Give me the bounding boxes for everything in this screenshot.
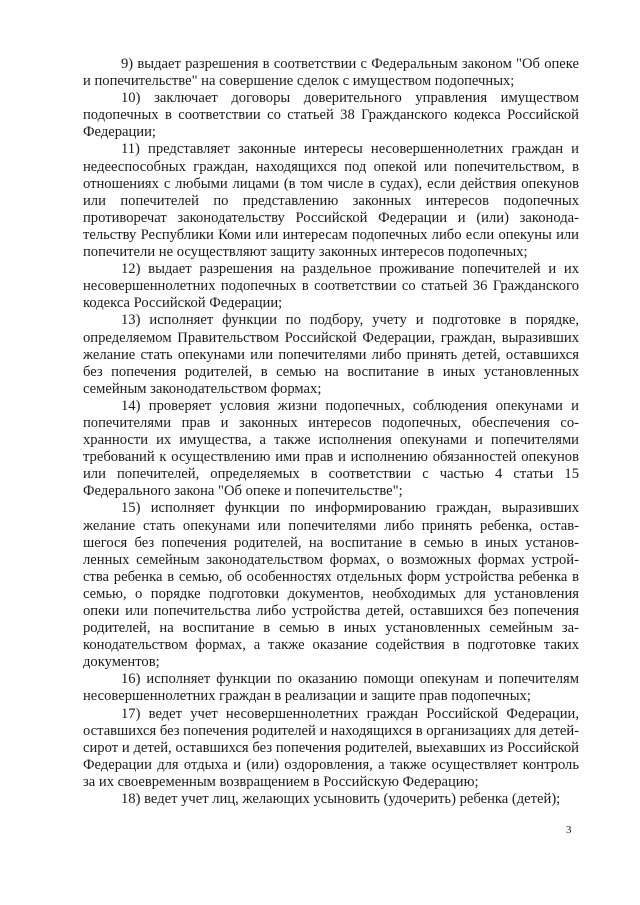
- paragraph-item-12: 12) выдает разрешения на раздельное проживание попечителей и их несовершеннолетних подопечных в соответствии со статьей 36 Гражданского кодекса Российской Федерации;: [83, 261, 579, 312]
- paragraph-item-16: 16) исполняет функции по оказанию помощи опекунам и попечителям несовершеннолетних граждан в реализации и защите прав подопечных;: [83, 671, 579, 705]
- paragraph-item-11: 11) представляет законные интересы несовершеннолетних граждан и недееспособных граждан, находящихся под опекой или попечительством, в отношениях с любыми лицами (в том числе в судах), если действия опекунов или попечителей по представлению законных интересов подопечных противоречат законодательству Российской Федерации и (или) законодательству Республики Коми или интересам подопечных либо если опекуны или попечители не осуществляют защиту законных интересов подопечных;: [83, 141, 579, 261]
- document-body: [83, 56, 579, 808]
- paragraph-item-14: 14) проверяет условия жизни подопечных, соблюдения опекунами и попечителями прав и законных интересов подопечных, обеспечения сохранности их имущества, а также исполнения опекунами и попечителями требований к осуществлению ими прав и исполнению обязанностей опекунов или попечителей, определяемых в соответствии с частью 4 статьи 15 Федерального закона "Об опеке и попечительстве";: [83, 397, 579, 500]
- page-number: 3: [566, 824, 572, 836]
- paragraph-item-13: 13) исполняет функции по подбору, учету и подготовке в порядке, определяемом Правительством Российской Федерации, граждан, выразивших желание стать опекунами или попечителями либо принять детей, оставшихся без попечения родителей, в семью на воспитание в иных установленных семейным законодательством формах;: [83, 312, 579, 397]
- paragraph-item-9: 9) выдает разрешения в соответствии с Федеральным законом "Об опеке и попечительстве" на совершение сделок с имуществом подопечных;: [83, 56, 579, 90]
- paragraph-item-10: 10) заключает договоры доверительного управления имуществом подопечных в соответствии со статьей 38 Гражданского кодекса Российской Федерации;: [83, 90, 579, 141]
- paragraph-item-17: 17) ведет учет несовершеннолетних граждан Российской Федерации, оставшихся без попечения родителей и находящихся в организациях для детей-сирот и детей, оставшихся без попечения родителей, выехавших из Российской Федерации для отдыха и (или) оздоровления, а также осуществляет контроль за их своевременным возвращением в Российскую Федерацию;: [83, 705, 579, 790]
- paragraph-item-18: 18) ведет учет лиц, желающих усыновить (удочерить) ребенка (детей);: [121, 791, 561, 808]
- paragraph-item-15: 15) исполняет функции по информированию граждан, выразивших желание стать опекунами или попечителями либо принять ребенка, оставшегося без попечения родителей, на воспитание в семью в иных установленных семейным законодательством формах, о возможных формах устройства ребенка в семью, об особенностях отдельных форм устройства ребенка в семью, о порядке подготовки документов, необходимых для установления опеки или попечительства либо устройства детей, оставшихся без попечения родителей, на воспитание в семью в иных установленных семейным законодательством формах, а также оказание содействия в подготовке таких документов;: [83, 500, 579, 671]
